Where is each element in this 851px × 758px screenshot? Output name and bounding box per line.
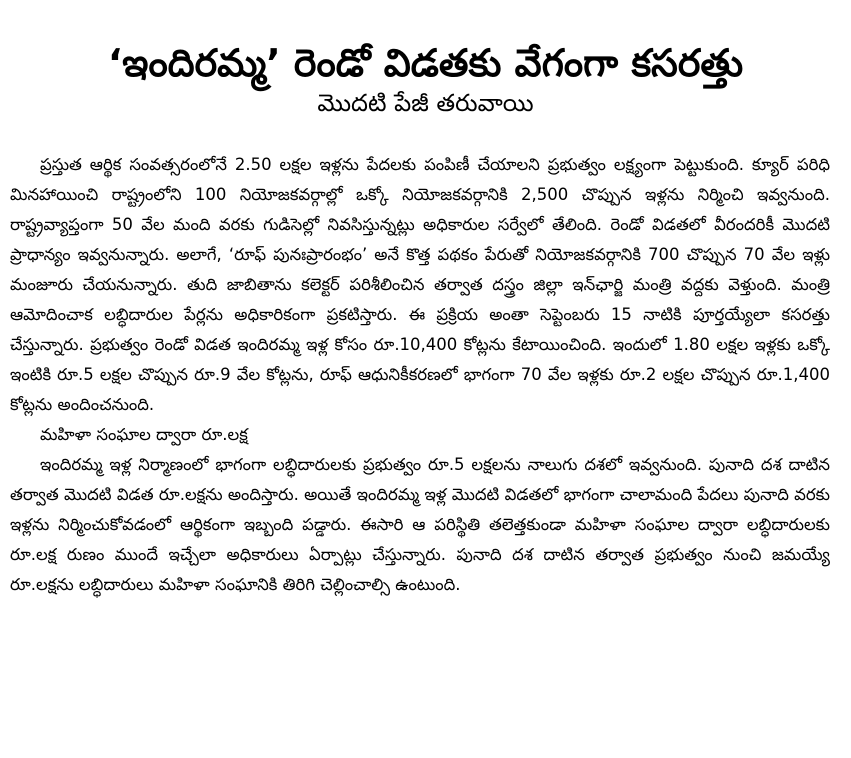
article-body [10, 150, 830, 600]
paragraph-1: ప్రస్తుత ఆర్థిక సంవత్సరంలోనే 2.50 లక్షల ఇళ్లను పేదలకు పంపిణీ చేయాలని ప్రభుత్వం లక్ష్యంగా పెట్టుకుంది. క్యూర్ పరిధి మినహాయించి రాష్ట్రంలోని 100 నియోజకవర్గాల్లో ఒక్కో నియోజకవర్గానికి 2,500 చొప్పున ఇళ్లను నిర్మించి ఇవ్వనుంది. రాష్ట్రవ్యాప్తంగా 50 వేల మంది వరకు గుడిసెల్లో నివసిస్తున్నట్లు అధికారుల సర్వేలో తేలింది. రెండో విడతలో వీరందరికీ మొదటి ప్రాధాన్యం ఇవ్వనున్నారు. అలాగే, ‘రూఫ్ పునఃప్రారంభం’ అనే కొత్త పథకం పేరుతో నియోజకవర్గానికి 700 చొప్పున 70 వేల ఇళ్లు మంజూరు చేయనున్నారు. తుది జాబితాను కలెక్టర్ పరిశీలించిన తర్వాత దస్త్రం జిల్లా ఇన్‌ఛార్జి మంత్రి వద్దకు వెళ్తుంది. మంత్రి ఆమోదించాక లబ్ధిదారుల పేర్లను అధికారికంగా ప్రకటిస్తారు. ఈ ప్రక్రియ అంతా సెప్టెంబరు 15 నాటికి పూర్తయ్యేలా కసరత్తు చేస్తున్నారు. ప్రభుత్వం రెండో విడత ఇందిరమ్మ ఇళ్ల కోసం రూ.10,400 కోట్లను కేటాయించింది. ఇందులో 1.80 లక్షల ఇళ్లకు ఒక్కో ఇంటికి రూ.5 లక్షల చొప్పున రూ.9 వేల కోట్లను, రూఫ్ ఆధునికీకరణలో భాగంగా 70 వేల ఇళ్లకు రూ.2 లక్షల చొప్పున రూ.1,400 కోట్లను అందించనుంది. [10, 155, 830, 414]
section-heading: మహిళా సంఘాల ద్వారా రూ.లక్ష [40, 425, 248, 444]
continuation-label: మొదటి పేజీ తరువాయి [317, 89, 534, 117]
paragraph-2: ఇందిరమ్మ ఇళ్ల నిర్మాణంలో భాగంగా లబ్ధిదారులకు ప్రభుత్వం రూ.5 లక్షలను నాలుగు దశలో ఇవ్వనుంది. పునాది దశ దాటిన తర్వాత మొదటి విడత రూ.లక్షను అందిస్తారు. అయితే ఇందిరమ్మ ఇళ్ల మొదటి విడతలో భాగంగా చాలామంది పేదలు పునాది వరకు ఇళ్లను నిర్మించుకోవడంలో ఆర్థికంగా ఇబ్బంది పడ్డారు. ఈసారి ఆ పరిస్థితి తలెత్తకుండా మహిళా సంఘాల ద్వారా లబ్ధిదారులకు రూ.లక్ష రుణం ముందే ఇచ్చేలా అధికారులు ఏర్పాట్లు చేస్తున్నారు. పునాది దశ దాటిన తర్వాత ప్రభుత్వం నుంచి జమయ్యే రూ.లక్షను లబ్ధిదారులు మహిళా సంఘానికి తిరిగి చెల్లించాల్సి ఉంటుంది. [10, 455, 830, 594]
headline: ‘ఇందిరమ్మ’ రెండో విడతకు వేగంగా కసరత్తు [107, 41, 744, 86]
